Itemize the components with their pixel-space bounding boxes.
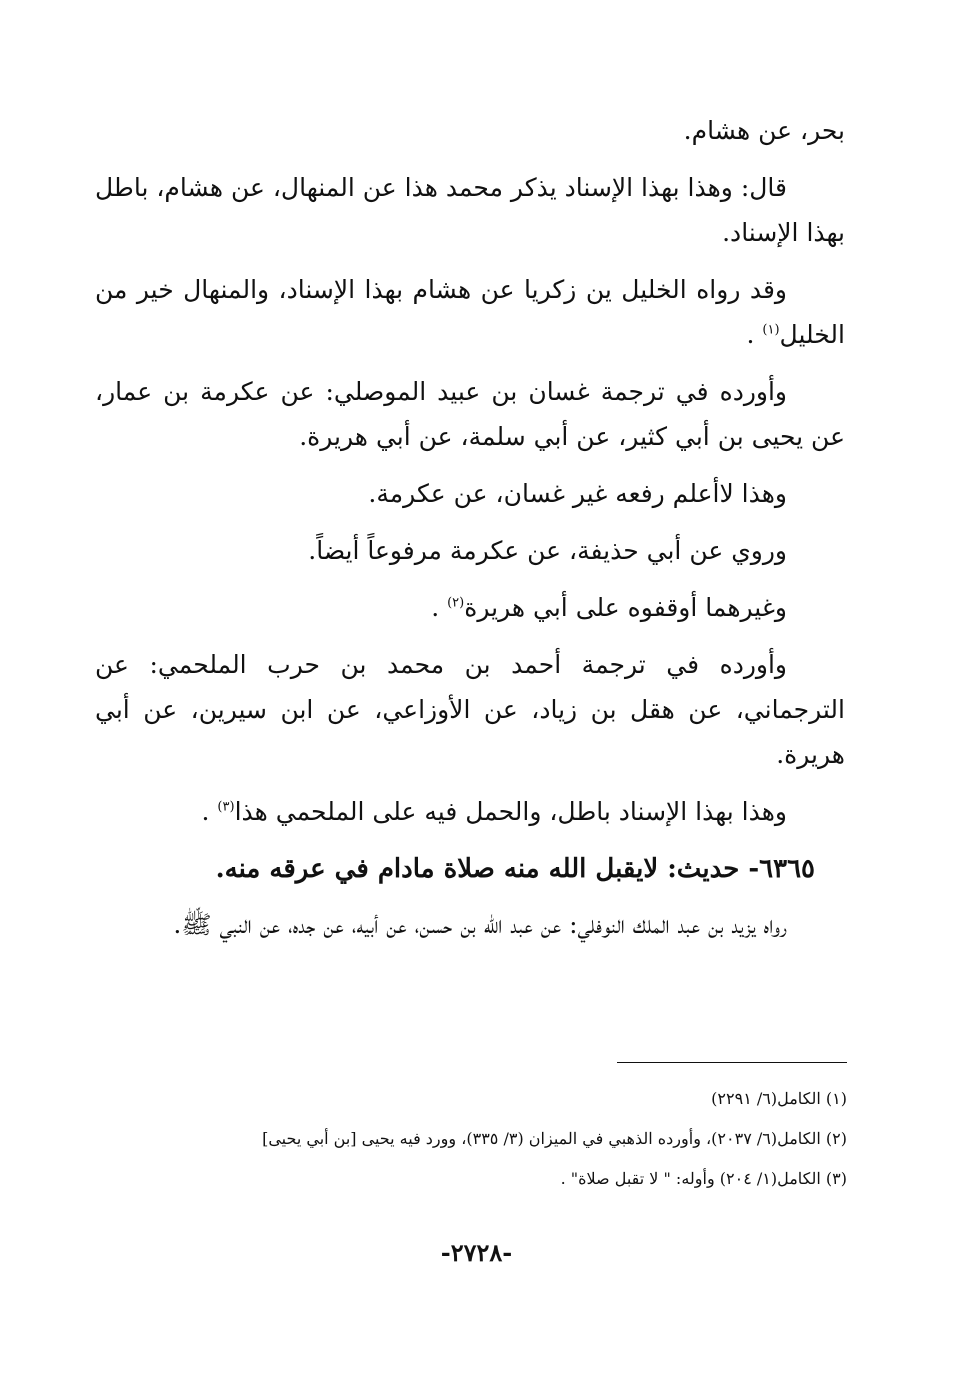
paragraph-6-text: وروي عن أبي حذيفة، عن عكرمة مرفوعاً أيضاً. — [308, 536, 787, 565]
page-number: -٢٧٢٨- — [440, 1238, 513, 1267]
paragraph-4-text: وأورده في ترجمة غسان بن عبيد الموصلي: عن عكرمة بن عمار، عن يحيى بن أبي كثير، عن أبي سلمة، عن أبي هريرة. — [95, 377, 845, 451]
footnote-mark-2: (٢) — [447, 595, 465, 611]
paragraph-9-text: وهذا بهذا الإسناد باطل، والحمل فيه على الملحمي هذا — [234, 797, 787, 826]
paragraph-5 — [95, 471, 845, 516]
paragraph-1-text: بحر، عن هشام. — [683, 116, 845, 145]
footnote-3: (٣) الكامل(١/ ٢٠٤) وأوله: " لا تقبل صلاة" . — [560, 1169, 847, 1188]
footnote-mark-3: (٣) — [217, 799, 235, 815]
paragraph-3: وقد رواه الخليل ين زكريا عن هشام بهذا الإسناد، والمنهال خير من الخليل$^{(١)}$ . — [95, 275, 845, 349]
paragraph-7: وغيرهما أوقفوه على أبي هريرة$^{(٢)}$ . — [431, 593, 787, 622]
paragraph-5-text: وهذا لاأعلم رفعه غير غسان، عن عكرمة. — [368, 479, 787, 508]
hadith-heading: ٦٣٦٥- حديث: لايقبل الله منه صلاة مادام في عرقه منه. — [215, 854, 815, 884]
footnote-2: (٢) الكامل(٦/ ٢٠٣٧)، وأورده الذهبي في الميزان (٣/ ٣٣٥)، وورد فيه يحيى [بن أبي يحيى] — [262, 1129, 847, 1148]
paragraph-2-text: قال: وهذا بهذا الإسناد يذكر محمد هذا عن المنهال، عن هشام، باطل بهذا الإسناد. — [95, 173, 845, 247]
main-text — [95, 108, 845, 959]
paragraph-6 — [95, 528, 845, 573]
paragraph-3-text: وقد رواه الخليل ين زكريا عن هشام بهذا الإسناد، والمنهال خير من الخليل — [95, 275, 845, 349]
footnote-1: (١) الكامل(٦/ ٢٢٩١) — [711, 1089, 847, 1108]
paragraph-7-text: وغيرهما أوقفوه على أبي هريرة — [464, 593, 787, 622]
footnote-divider — [617, 1062, 847, 1063]
final-paragraph: رواه يزيد بن عبد الملك النوفلي: عن عبد الله بن حسن، عن أبيه، عن جده، عن النبي ﷺ. — [173, 910, 787, 939]
paragraph-1 — [95, 108, 845, 153]
footnotes — [95, 1062, 847, 1199]
footnote-mark-1: (١) — [762, 322, 780, 338]
paragraph-9: وهذا بهذا الإسناد باطل، والحمل فيه على الملحمي هذا$^{(٣)}$ . — [201, 797, 787, 826]
paragraph-2 — [95, 165, 845, 255]
paragraph-8 — [95, 642, 845, 777]
paragraph-8-text: وأورده في ترجمة أحمد بن محمد بن حرب الملحمي: عن الترجماني، عن هقل بن زياد، عن الأوزاعي، عن ابن سيرين، عن أبي هريرة. — [95, 650, 845, 769]
paragraph-4 — [95, 369, 845, 459]
